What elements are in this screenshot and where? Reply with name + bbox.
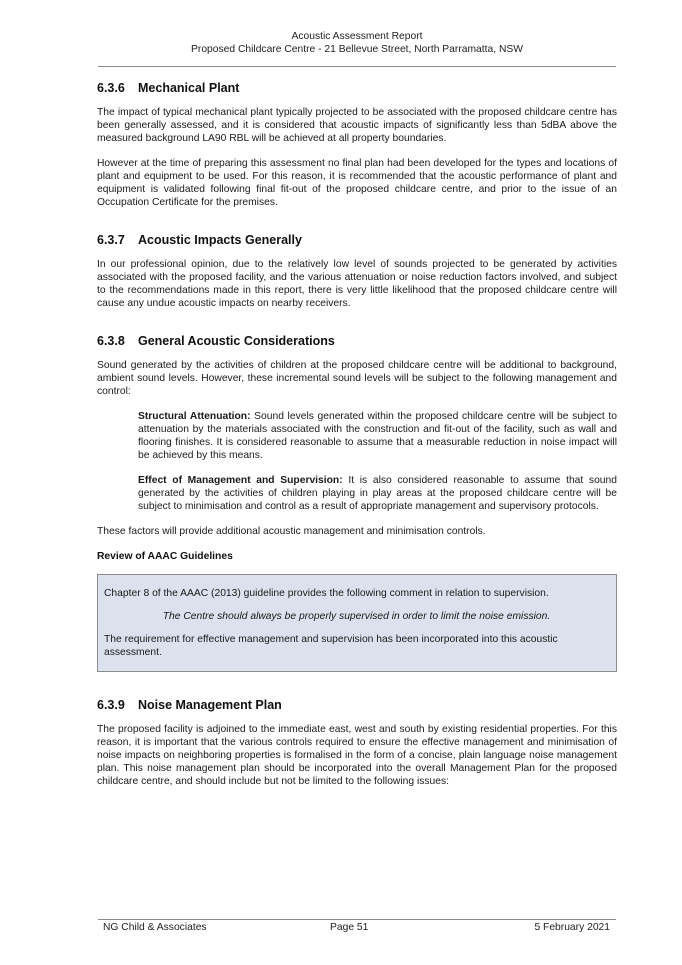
box-quote: The Centre should always be properly supervised in order to limit the noise emission. (162, 611, 551, 622)
paragraph: However at the time of preparing this assessment no final plan had been developed for the types and locations of plant and equipment to be used. For this reason, it is recommended that the acoustic performance of plant and equipment is validated following final fit-out of the proposed childcare centre, and prior to the issue of an Occupation Certificate for the premises. (97, 158, 617, 208)
section-title: Noise Management Plan (138, 698, 282, 712)
section-heading (97, 333, 617, 349)
header-divider (98, 66, 616, 67)
box-conclusion: The requirement for effective management and supervision has been incorporated into this acoustic assessment. (104, 634, 558, 658)
section-6-3-7 (97, 232, 617, 310)
footer-company: NG Child & Associates (103, 922, 207, 933)
section-title: Acoustic Impacts Generally (138, 233, 302, 247)
report-subtitle: Proposed Childcare Centre - 21 Bellevue Street, North Parramatta, NSW (191, 44, 523, 55)
section-title: General Acoustic Considerations (138, 334, 335, 348)
section-6-3-9 (97, 697, 617, 788)
paragraph: The proposed facility is adjoined to the immediate east, west and south by existing residential properties. For this reason, it is important that the various controls required to ensure the effective management and minimisation of noise impacts on neighboring properties is formalised in the form of a concise, plain language noise management plan. This noise management plan should be incorporated into the overall Management Plan for the proposed childcare centre, and should include but not be limited to the following issues: (97, 724, 617, 787)
section-number: 6.3.8 (97, 334, 125, 348)
page-header (97, 30, 617, 56)
box-intro: Chapter 8 of the AAAC (2013) guideline provides the following comment in relation to supervision. (104, 588, 549, 599)
aaac-quote-box (97, 574, 617, 672)
item-text: Sound levels generated within the proposed childcare centre will be subject to attenuation by the materials associated with the construction and fit-out of the facility, such as wall and flooring finishes. It is considered reasonable to assume that a measurable reduction in noise impact will be achieved by this means. (138, 411, 617, 461)
page-body (97, 80, 617, 788)
structural-attenuation-item (138, 410, 617, 462)
report-title: Acoustic Assessment Report (291, 31, 423, 42)
paragraph: In our professional opinion, due to the relatively low level of sounds projected to be generated by activities associated with the proposed facility, and the various attenuation or noise reduction factors involved, and subject to the recommendations made in this report, there is very little likelihood that the proposed childcare centre will cause any undue acoustic impacts on nearby receivers. (97, 259, 617, 309)
footer-page-number: Page 51 (330, 922, 369, 933)
section-number: 6.3.6 (97, 81, 125, 95)
item-label: Structural Attenuation: (138, 411, 251, 422)
section-number: 6.3.9 (97, 698, 125, 712)
paragraph: Sound generated by the activities of children at the proposed childcare centre will be additional to background, ambient sound levels. However, these incremental sound levels will be subject to the following management and control: (97, 360, 617, 397)
section-number: 6.3.7 (97, 233, 125, 247)
footer-divider (98, 919, 616, 920)
section-heading (97, 80, 617, 96)
item-label: Effect of Management and Supervision: (138, 475, 343, 486)
paragraph: The impact of typical mechanical plant typically projected to be associated with the proposed childcare centre has been generally assessed, and it is considered that acoustic impacts of significantly less than 5dBA above the measured background LA90 RBL will be achieved at all property boundaries. (97, 107, 617, 144)
paragraph: These factors will provide additional acoustic management and minimisation controls. (97, 526, 486, 537)
section-heading (97, 697, 617, 713)
section-6-3-8 (97, 333, 617, 672)
section-title: Mechanical Plant (138, 81, 240, 95)
item-text: It is also considered reasonable to assume that sound generated by the activities of children playing in play areas at the proposed childcare centre will be subject to minimisation and control as a result of appropriate management and supervisory protocols. (138, 475, 617, 512)
section-6-3-6 (97, 80, 617, 209)
footer-date: 5 February 2021 (534, 922, 610, 933)
management-supervision-item (138, 474, 617, 513)
subheading-aaac: Review of AAAC Guidelines (97, 551, 233, 562)
section-heading (97, 232, 617, 248)
